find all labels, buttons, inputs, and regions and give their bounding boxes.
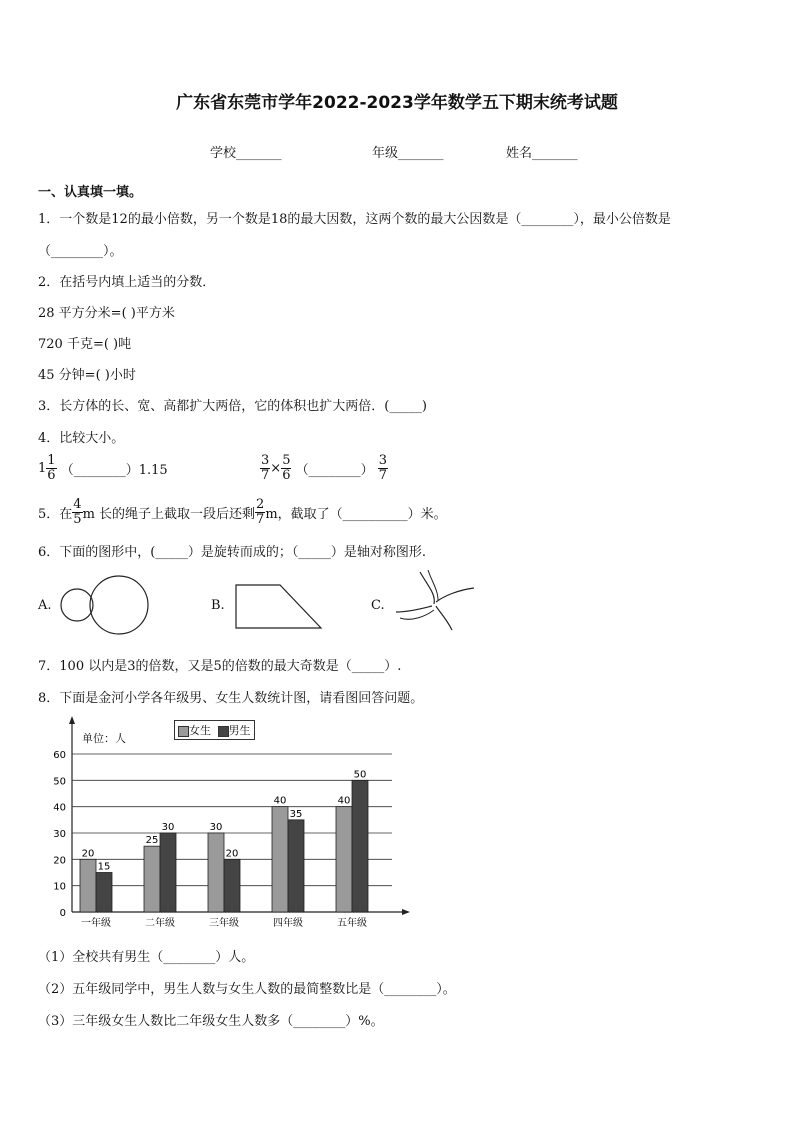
pinwheel-curves-figure: [392, 568, 478, 634]
answer-blank: （________）1.15: [60, 463, 168, 478]
bar: [336, 807, 352, 912]
question-4b: [260, 454, 388, 483]
page-title: 广东省东莞市学年2022-2023学年数学五下期末统考试题: [176, 93, 618, 113]
fraction: $\frac{3}{7}$: [378, 453, 388, 483]
x-tick-label: 三年级: [209, 918, 239, 929]
question-8: 8．下面是金河小学各年级男、女生人数统计图，请看图回答问题。: [38, 691, 424, 706]
question-2c: 45 分钟=( )小时: [38, 368, 136, 383]
question-2a: 28 平方分米=( )平方米: [38, 306, 175, 321]
bar-chart: [36, 716, 416, 936]
fraction: $\frac{3}{7}$: [261, 453, 270, 483]
grade-field: 年级_______: [372, 146, 444, 161]
question-2b: 720 千克=( )吨: [38, 337, 132, 352]
bar-value-label: 40: [337, 795, 351, 807]
question-6: 6．下面的图形中，(_____）是旋转而成的；（_____）是轴对称图形.: [38, 545, 426, 560]
bar: [160, 833, 176, 912]
mixed-whole: 1: [38, 461, 47, 476]
fraction: $\frac{4}{5}$: [73, 497, 82, 527]
legend-label-boys: 男生: [228, 724, 251, 737]
two-circles-figure: [58, 575, 153, 639]
trapezoid-figure: [232, 582, 327, 632]
answer-blank: （________）: [295, 463, 374, 478]
y-tick-label: 20: [53, 855, 66, 867]
question-2: 2．在括号内填上适当的分数．: [38, 275, 216, 290]
question-8-sub2: （2）五年级同学中，男生人数与女生人数的最简整数比是（________）。: [38, 982, 456, 997]
bar: [272, 807, 288, 912]
x-tick-label: 五年级: [337, 918, 367, 929]
bar-value-label: 15: [97, 861, 111, 873]
option-c-label: C.: [371, 598, 385, 613]
school-field: 学校_______: [210, 146, 282, 161]
y-axis-arrow: [69, 716, 75, 724]
bar-value-label: 50: [353, 769, 367, 781]
legend-swatch-girls: [178, 726, 189, 737]
y-tick-label: 60: [53, 750, 66, 761]
bar-value-label: 20: [225, 848, 239, 860]
bar-value-label: 35: [289, 808, 303, 820]
y-tick-label: 0: [59, 908, 66, 919]
bar: [224, 859, 240, 912]
option-b-label: B.: [211, 598, 225, 613]
question-8-sub3: （3）三年级女生人数比二年级女生人数多（________）%。: [38, 1014, 384, 1029]
question-5: 5．在 $\frac{4}{5}$ m 长的绳子上截取一段后还剩 $\frac{2}{7}$ m，截取了（__________）米。: [38, 497, 447, 527]
bar-value-label: 40: [273, 795, 287, 807]
name-field: 姓名_______: [506, 146, 578, 161]
x-tick-label: 一年级: [81, 918, 111, 929]
bar: [208, 833, 224, 912]
fraction: $\frac{5}{6}$: [282, 453, 291, 483]
question-1-cont: （________）。: [38, 244, 123, 259]
question-8-sub1: （1）全校共有男生（________）人。: [38, 950, 255, 965]
bar-value-label: 30: [209, 822, 223, 833]
question-4: 4．比较大小。: [38, 431, 125, 446]
bar: [144, 846, 160, 912]
question-4a: [38, 454, 168, 483]
y-tick-label: 10: [53, 881, 66, 893]
bar: [352, 780, 368, 912]
section-heading: 一、认真填一填。: [38, 185, 143, 200]
bar-value-label: 30: [161, 822, 175, 833]
legend-label-girls: 女生: [189, 724, 211, 737]
x-tick-label: 二年级: [145, 918, 175, 929]
legend-swatch-boys: [218, 726, 229, 737]
x-tick-label: 四年级: [273, 918, 303, 929]
bar-value-label: 20: [81, 848, 95, 860]
bar-value-label: 25: [145, 835, 159, 847]
times-sign: ×: [270, 461, 282, 476]
y-tick-label: 40: [53, 802, 66, 814]
chart-unit-label: 单位：人: [82, 732, 126, 745]
question-3: 3．长方体的长、宽、高都扩大两倍，它的体积也扩大两倍．(_____): [38, 399, 427, 414]
y-tick-label: 50: [53, 776, 66, 788]
chart-legend: [174, 720, 255, 740]
option-a-label: A.: [38, 598, 52, 613]
bar: [80, 859, 96, 912]
question-7: 7．100 以内是3的倍数，又是5的倍数的最大奇数是（_____）.: [38, 659, 402, 674]
fraction: $\frac{1}{6}$: [47, 453, 56, 483]
bar: [96, 873, 112, 913]
y-tick-label: 30: [53, 829, 66, 840]
x-axis-arrow: [402, 909, 410, 915]
bar: [288, 820, 304, 912]
question-1: 1．一个数是12的最小倍数，另一个数是18的最大因数，这两个数的最大公因数是（________），最小公倍数是: [38, 212, 671, 227]
fraction: $\frac{2}{7}$: [256, 497, 265, 527]
